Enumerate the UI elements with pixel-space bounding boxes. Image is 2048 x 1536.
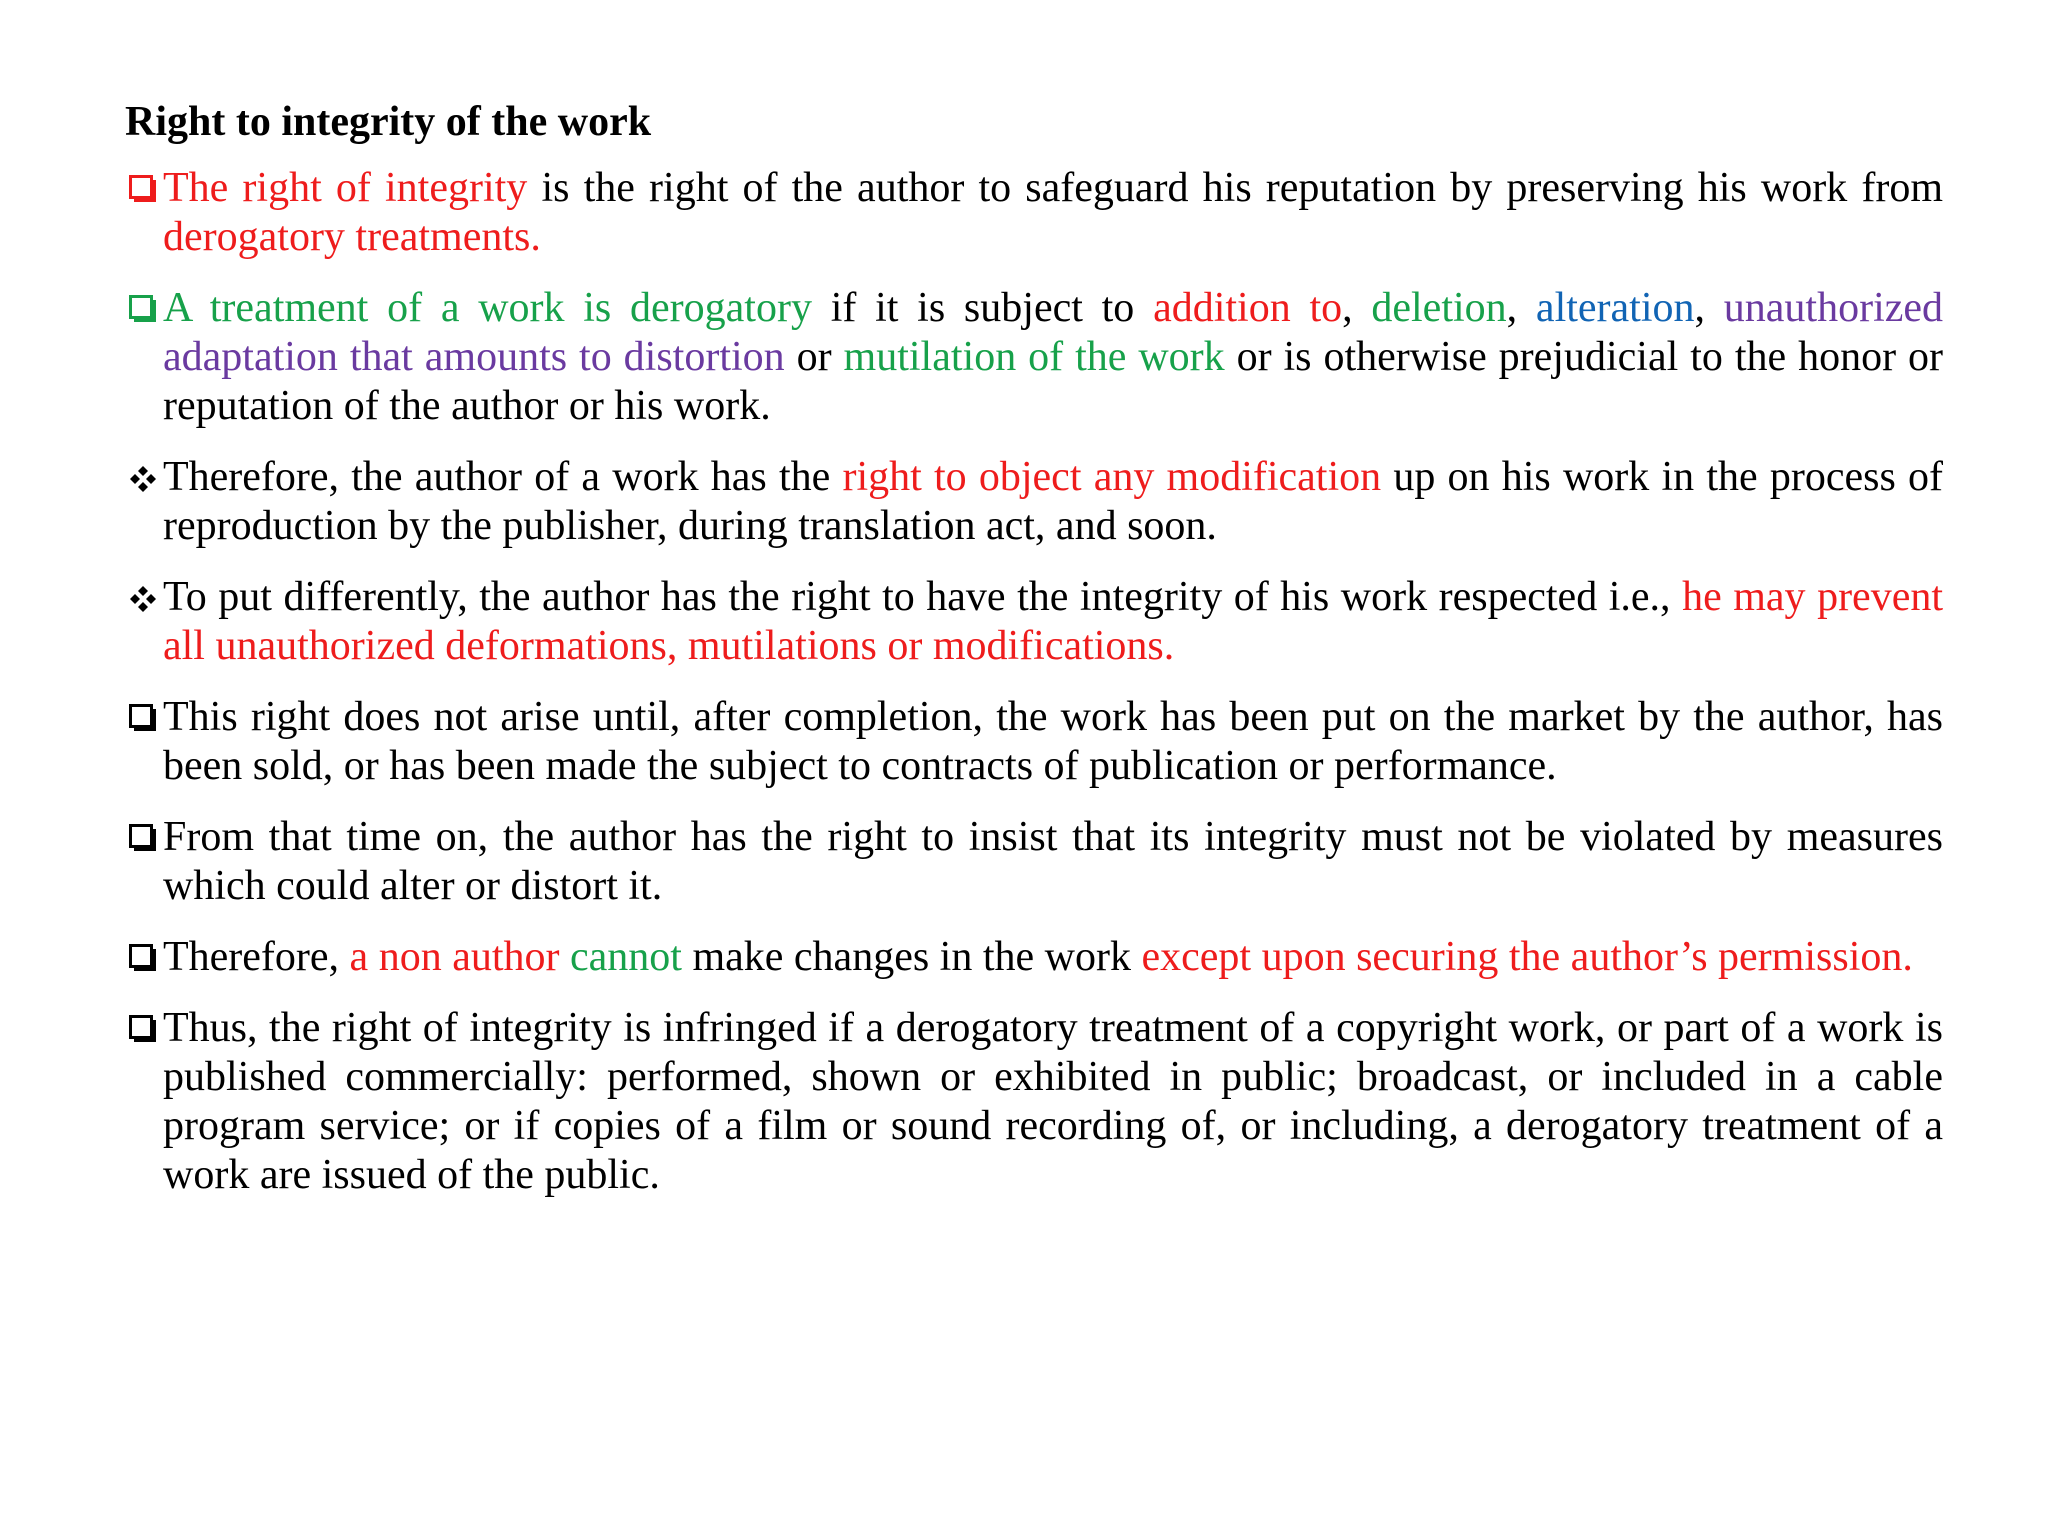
checkbox-bullet-icon: [125, 933, 161, 982]
diamond-bullet-icon: [125, 453, 161, 502]
bullet-text-segment: alteration: [1535, 285, 1695, 331]
bullet-text-segment: is the right of the author to safeguard his reputation by preserving his work from: [527, 165, 1943, 211]
bullet-item: [125, 284, 1943, 431]
bullet-text-segment: up on his work in the process of reproduction by the publisher, during translation act, and soon.: [163, 454, 1943, 549]
bullet-item: [125, 813, 1943, 911]
bullet-text-segment: make changes in the work: [681, 934, 1142, 980]
bullet-text-segment: or is otherwise prejudicial to the honor or reputation of the author or his work.: [163, 334, 1943, 429]
bullet-text-segment: ,: [1694, 285, 1724, 331]
slide-title: Right to integrity of the work: [125, 99, 652, 145]
checkbox-bullet-icon: [125, 284, 161, 333]
bullet-text-segment: unauthorized adaptation that amounts to distortion: [163, 285, 1944, 380]
bullet-item: [125, 453, 1943, 551]
bullet-text-segment: he may prevent all unauthorized deformations, mutilations or modifications.: [163, 574, 1944, 669]
bullet-text-segment: deletion: [1371, 285, 1507, 331]
bullet-item: [125, 573, 1943, 671]
bullet-item: [125, 933, 1943, 982]
bullet-text-segment: A treatment of a work is derogatory: [163, 285, 812, 331]
bullet-text-segment: right to object any modification: [842, 454, 1382, 500]
bullet-text-segment: The right of integrity: [163, 165, 528, 211]
slide-content: [125, 96, 1943, 1222]
bullet-text-segment: Therefore,: [163, 934, 350, 980]
bullet-text-segment: except upon securing the author’s permission.: [1141, 934, 1913, 980]
bullet-item: [125, 164, 1943, 262]
bullet-item: [125, 1004, 1943, 1200]
bullet-text-segment: or: [784, 334, 844, 380]
checkbox-bullet-icon: [125, 1004, 161, 1053]
diamond-bullet-icon: [125, 573, 161, 622]
bullet-text-segment: addition to: [1153, 285, 1343, 331]
bullet-text-segment: ,: [1342, 285, 1372, 331]
checkbox-bullet-icon: [125, 693, 161, 742]
bullet-text-segment: a non author: [349, 934, 560, 980]
bullet-text-segment: This right does not arise until, after completion, the work has been put on the market by the author, has been sold, or has been made the subject to contracts of publication or performance.: [163, 694, 1943, 789]
bullet-item: [125, 693, 1943, 791]
bullet-text-segment: To put differently, the author has the right to have the integrity of his work respected i.e.,: [163, 574, 1683, 620]
checkbox-bullet-icon: [125, 164, 161, 213]
checkbox-bullet-icon: [125, 813, 161, 862]
bullet-text-segment: derogatory treatments.: [163, 214, 541, 260]
bullet-text-segment: ,: [1506, 285, 1536, 331]
bullet-text-segment: From that time on, the author has the right to insist that its integrity must not be violated by measures which could alter or distort it.: [163, 814, 1943, 909]
bullet-text-segment: [560, 934, 571, 980]
bullet-text-segment: Therefore, the author of a work has the: [163, 454, 843, 500]
bullet-text-segment: mutilation of the work: [843, 334, 1225, 380]
bullet-text-segment: Thus, the right of integrity is infringed if a derogatory treatment of a copyright work, or part of a work is published commercially: performed, shown or exhibited in public; broadcast, or included in a cable program service; or if copies of a film or sound recording of, or including, a derogatory treatment of a work are issued of the public.: [163, 1005, 1943, 1198]
bullet-list: [125, 164, 1943, 1200]
bullet-text-segment: if it is subject to: [811, 285, 1154, 331]
bullet-text-segment: cannot: [570, 934, 682, 980]
